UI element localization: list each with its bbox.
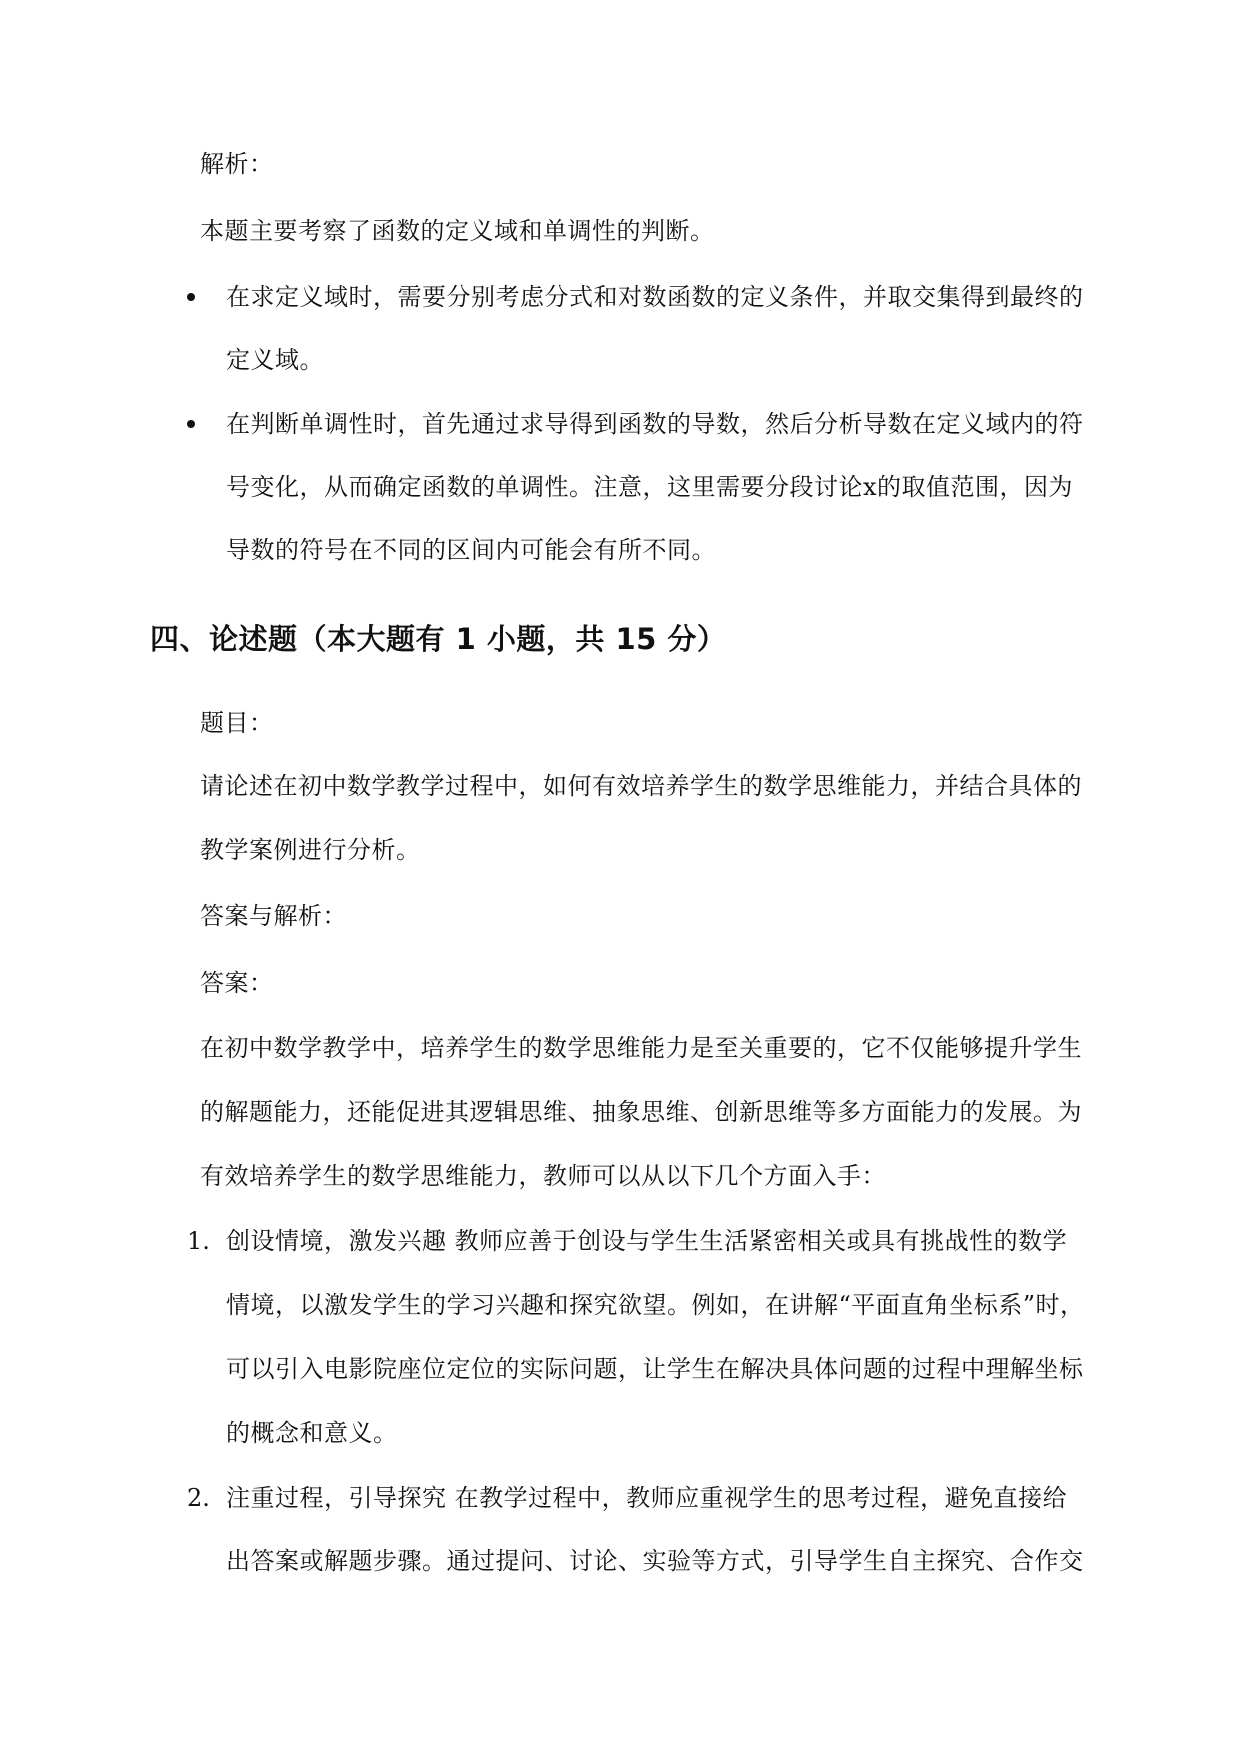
- question-line-2: 教学案例进行分析。: [200, 836, 421, 864]
- bullet-2-line-2: 号变化，从而确定函数的单调性。注意，这里需要分段讨论x的取值范围，因为: [226, 473, 1074, 501]
- answer-label: 答案：: [200, 969, 274, 997]
- numbered-item-1-line-3: 可以引入电影院座位定位的实际问题，让学生在解决具体问题的过程中理解坐标: [226, 1355, 1084, 1383]
- bullet-1-line-1: 在求定义域时，需要分别考虑分式和对数函数的定义条件，并取交集得到最终的: [226, 283, 1084, 311]
- question-line-1: 请论述在初中数学教学过程中，如何有效培养学生的数学思维能力，并结合具体的: [200, 772, 1082, 800]
- answer-intro-line-1: 在初中数学教学中，培养学生的数学思维能力是至关重要的，它不仅能够提升学生: [200, 1034, 1082, 1062]
- numbered-item-1-line-1: 创设情境，激发兴趣 教师应善于创设与学生生活紧密相关或具有挑战性的数学: [226, 1227, 1068, 1255]
- answer-intro-line-2: 的解题能力，还能促进其逻辑思维、抽象思维、创新思维等多方面能力的发展。为: [200, 1098, 1082, 1126]
- numbered-item-2-number: 2.: [187, 1484, 210, 1512]
- numbered-item-2-line-1: 注重过程，引导探究 在教学过程中，教师应重视学生的思考过程，避免直接给: [226, 1484, 1068, 1512]
- bullet-2-line-3: 导数的符号在不同的区间内可能会有所不同。: [226, 536, 716, 564]
- analysis-label: 解析：: [200, 150, 274, 178]
- question-label: 题目：: [200, 709, 274, 737]
- answer-intro-line-3: 有效培养学生的数学思维能力，教师可以从以下几个方面入手：: [200, 1162, 886, 1190]
- bullet-dot: [187, 293, 195, 301]
- numbered-item-2-line-2: 出答案或解题步骤。通过提问、讨论、实验等方式，引导学生自主探究、合作交: [226, 1547, 1084, 1575]
- section-heading: 四、论述题（本大题有 1 小题，共 15 分）: [150, 622, 727, 656]
- bullet-1-line-2: 定义域。: [226, 346, 324, 374]
- bullet-dot: [187, 420, 195, 428]
- numbered-item-1-number: 1.: [187, 1227, 210, 1255]
- answer-analysis-label: 答案与解析：: [200, 902, 347, 930]
- analysis-intro: 本题主要考察了函数的定义域和单调性的判断。: [200, 217, 715, 245]
- numbered-item-1-line-2: 情境，以激发学生的学习兴趣和探究欲望。例如，在讲解“平面直角坐标系”时，: [226, 1291, 1085, 1319]
- bullet-2-line-1: 在判断单调性时，首先通过求导得到函数的导数，然后分析导数在定义域内的符: [226, 410, 1084, 438]
- numbered-item-1-line-4: 的概念和意义。: [226, 1419, 398, 1447]
